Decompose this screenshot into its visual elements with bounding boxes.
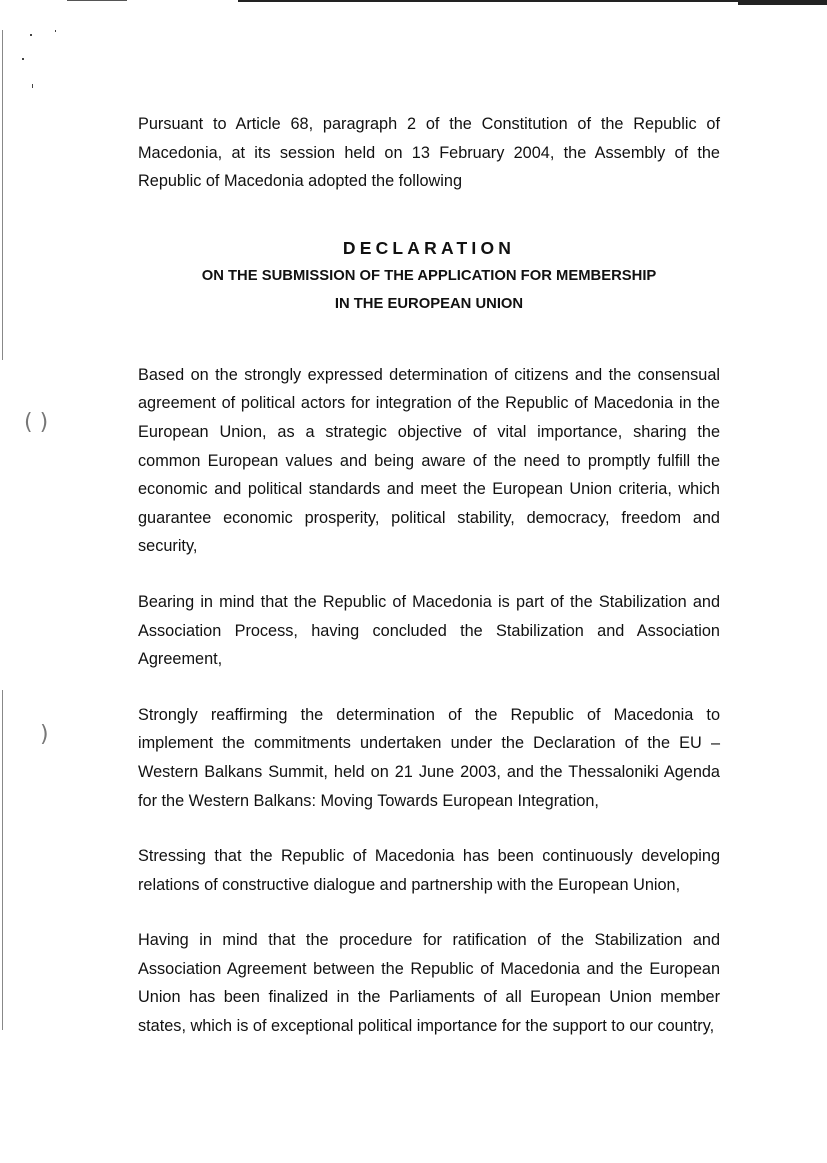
title-heading: DECLARATION	[342, 237, 516, 258]
intro-paragraph: Pursuant to Article 68, paragraph 2 of the Constitution of the Republic of Macedonia, at its session held on 13 February 2004, the Assembly of the Republic of Macedonia adopted the following	[138, 115, 720, 191]
document-body	[138, 110, 720, 1041]
punch-hole-mark: ( )	[24, 410, 49, 435]
scan-speck	[32, 84, 33, 88]
body-paragraph: Having in mind that the procedure for ratification of the Stabilization and Association Agreement between the Republic of Macedonia and the European Union has been finalized in the Parliaments of all European Union member states, which is of exceptional political importance for the support to our country,	[138, 931, 720, 1036]
scan-edge-line	[238, 0, 738, 2]
title-subheading-line-1: ON THE SUBMISSION OF THE APPLICATION FOR MEMBERSHIP	[201, 267, 657, 284]
scan-edge-line	[67, 0, 127, 1]
declaration-title	[138, 234, 720, 318]
scan-margin-line	[2, 690, 3, 1030]
scan-speck	[22, 58, 24, 60]
scan-margin-line	[2, 30, 3, 360]
title-subheading-line-2: IN THE EUROPEAN UNION	[334, 295, 524, 312]
scan-speck	[30, 34, 32, 36]
body-paragraph: Strongly reaffirming the determination of the Republic of Macedonia to implement the commitments undertaken under the Declaration of the EU – Western Balkans Summit, held on 21 June 2003, and the Thessaloniki Agenda for the Western Balkans: Moving Towards European Integration,	[138, 705, 720, 810]
punch-hole-mark: )	[40, 722, 49, 747]
scan-edge-line	[738, 0, 827, 5]
body-paragraph: Stressing that the Republic of Macedonia has been continuously developing relations of constructive dialogue and partnership with the European Union,	[138, 847, 720, 894]
body-paragraph: Based on the strongly expressed determination of citizens and the consensual agreement of political actors for integration of the Republic of Macedonia in the European Union, as a strategic objective of vital importance, sharing the common European values and being aware of the need to promptly fulfill the economic and political standards and meet the European Union criteria, which guarantee economic prosperity, political stability, democracy, freedom and security,	[138, 365, 720, 556]
body-paragraph: Bearing in mind that the Republic of Macedonia is part of the Stabilization and Association Process, having concluded the Stabilization and Association Agreement,	[138, 592, 720, 669]
scan-speck	[55, 30, 56, 32]
